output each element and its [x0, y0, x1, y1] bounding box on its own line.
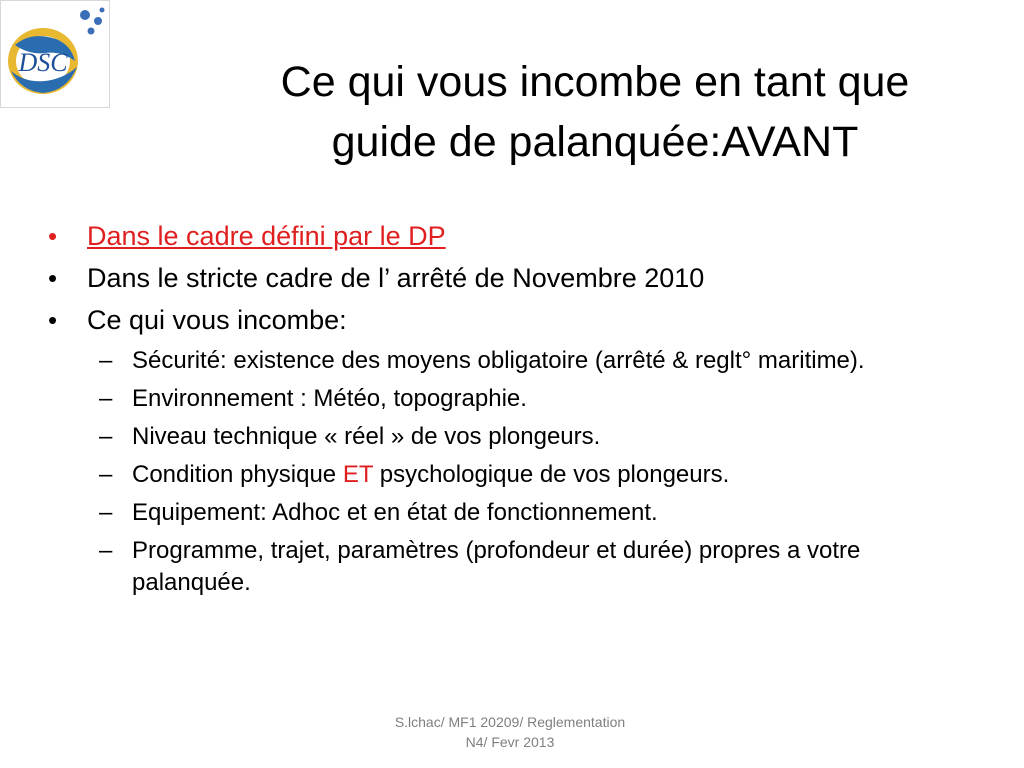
logo — [0, 0, 110, 108]
sub-item-text: Equipement: Adhoc et en état de fonctionnement. — [132, 499, 658, 526]
bullet-item — [50, 257, 1000, 299]
dsc-logo-icon — [1, 1, 111, 109]
footer-line-1: S.lchac/ MF1 20209/ Reglementation — [394, 714, 626, 730]
slide-content — [50, 215, 1000, 599]
sub-item-text: psychologique de vos plongeurs. — [373, 461, 730, 488]
bullet-marker: • — [48, 305, 58, 335]
sub-item-text: Sécurité: existence des moyens obligatoire (arrêté & reglt° maritime). — [132, 347, 865, 374]
sub-item — [50, 459, 932, 491]
dash-marker: – — [99, 537, 113, 564]
title-line-1: Ce qui vous incombe en tant que — [280, 58, 910, 106]
dash-marker: – — [99, 347, 113, 374]
sub-item-text: Environnement : Météo, topographie. — [132, 385, 527, 412]
sub-item-text: Programme, trajet, paramètres (profondeur et durée) propres a votre palanquée. — [132, 537, 861, 596]
bullet-text: Ce qui vous incombe: — [87, 305, 347, 335]
slide-title — [195, 52, 995, 172]
bullet-marker: • — [48, 221, 58, 251]
bullet-item[interactable] — [50, 215, 1000, 257]
sub-item-text: Niveau technique « réel » de vos plongeurs. — [132, 423, 601, 450]
sub-item — [50, 497, 932, 529]
dash-marker: – — [99, 423, 113, 450]
sub-item-text: Condition physique — [132, 461, 343, 488]
bullet-item — [50, 299, 1000, 341]
dash-marker: – — [99, 499, 113, 526]
bullet-marker: • — [48, 263, 58, 293]
footer-line-2: N4/ Fevr 2013 — [465, 734, 555, 750]
slide-footer — [360, 712, 660, 752]
bullet-link-text[interactable]: Dans le cadre défini par le DP — [87, 221, 446, 251]
bullet-text: Dans le stricte cadre de l’ arrêté de Novembre 2010 — [87, 263, 705, 293]
sub-item — [50, 535, 932, 599]
title-line-2: guide de palanquée:AVANT — [331, 118, 859, 166]
sub-item — [50, 421, 932, 453]
sub-item — [50, 345, 932, 377]
sub-item — [50, 383, 932, 415]
dash-marker: – — [99, 385, 113, 412]
dash-marker: – — [99, 461, 113, 488]
highlight-text: ET — [342, 461, 374, 488]
svg-text:DSC: DSC — [18, 48, 68, 77]
